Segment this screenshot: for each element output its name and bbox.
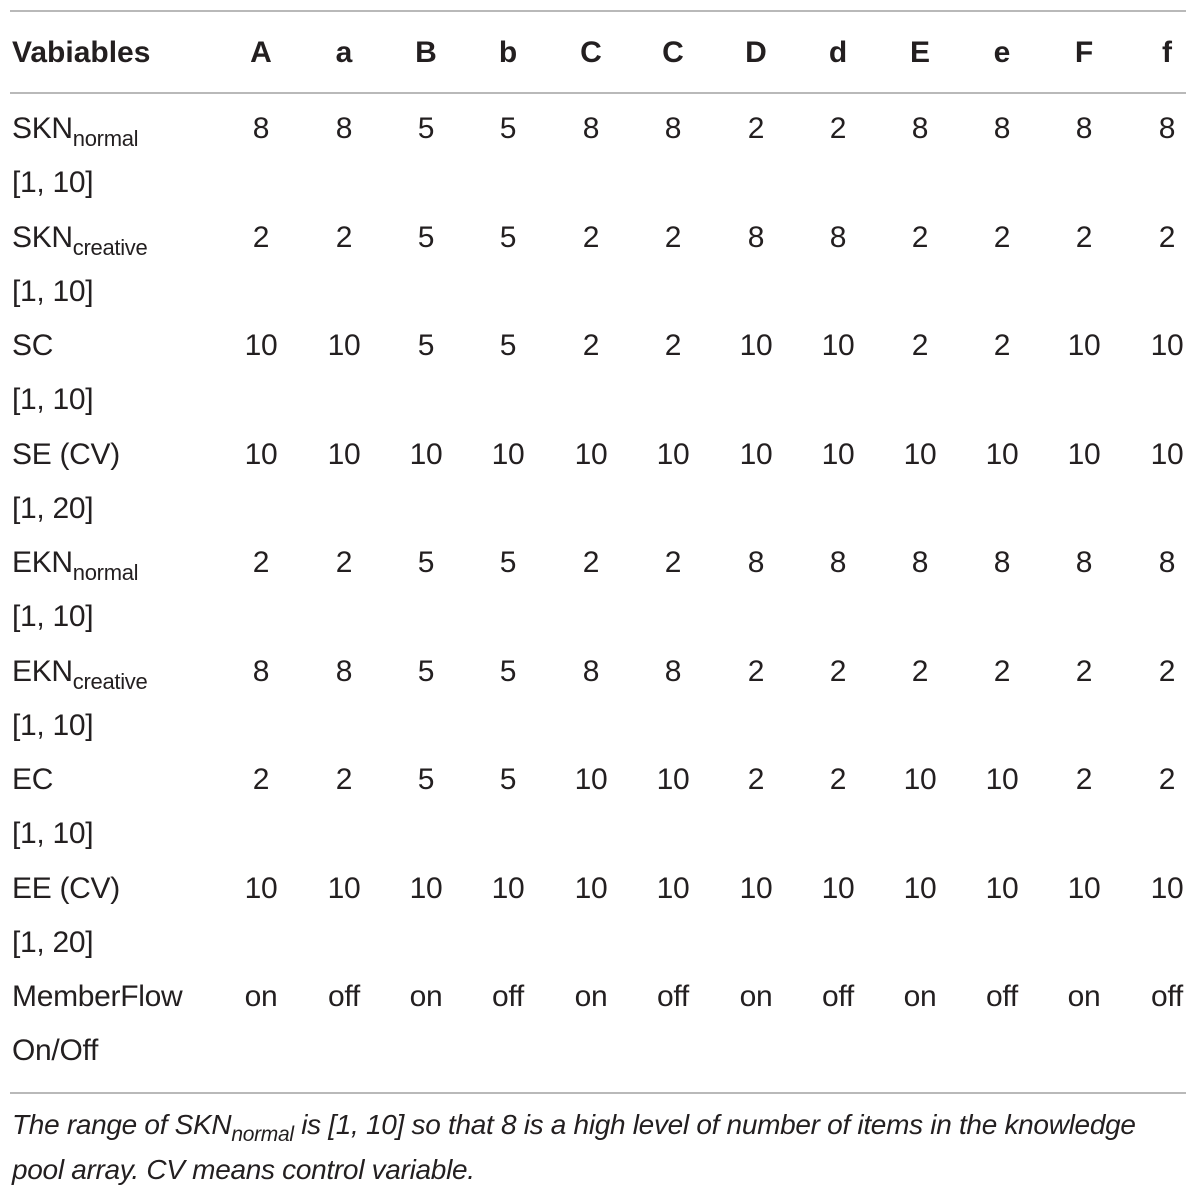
table-cell: 10 [821, 437, 855, 471]
table-row [0, 530, 1200, 638]
table-cell: 2 [747, 763, 765, 796]
row-variable-main: MemberFlow [12, 980, 183, 1013]
table-row [0, 964, 1200, 1072]
row-variable-range: [1, 10] [12, 166, 94, 199]
table-cell: off [492, 980, 524, 1013]
table-cell: 2 [582, 329, 600, 362]
row-variable-subscript: creative [72, 234, 148, 260]
table-cell: on [903, 980, 937, 1013]
table-cell: 5 [499, 220, 517, 254]
table-cell: 10 [985, 871, 1019, 905]
table-header-row [0, 22, 1200, 82]
table-cell: 10 [903, 437, 937, 471]
table-cell: 5 [499, 329, 517, 362]
table-cell: 8 [747, 546, 765, 579]
table-cell: 10 [985, 763, 1019, 796]
table-cell: on [409, 980, 443, 1013]
table-cell: 2 [252, 546, 270, 579]
table-cell: 10 [574, 437, 608, 471]
table-cell: 2 [911, 329, 929, 362]
table-cell: 10 [327, 437, 361, 471]
table-cell: 10 [1150, 437, 1184, 471]
table-cell: 5 [499, 546, 517, 579]
table-cell: 5 [499, 654, 517, 688]
row-variable-range: [1, 10] [12, 274, 94, 308]
row-variable-name [12, 872, 120, 906]
table-cell: 2 [582, 546, 600, 579]
row-variable-name [12, 763, 53, 797]
row-variable-main: SE (CV) [12, 437, 120, 471]
table-cell: 5 [499, 112, 517, 145]
table-cell: 10 [739, 329, 773, 362]
table-cell: 2 [1075, 763, 1093, 796]
table-cell: 10 [821, 329, 855, 362]
table-cell: 2 [1075, 654, 1093, 688]
table-cell: 10 [244, 437, 278, 471]
row-variable-main: EC [12, 763, 54, 796]
table-row [0, 313, 1200, 421]
table-cell: 2 [829, 763, 847, 796]
table-header-rule [10, 92, 1186, 94]
row-variable-main: SC [12, 329, 54, 362]
table-cell: 2 [335, 763, 353, 796]
row-variable-main: SKN [12, 220, 73, 254]
header-col: E [909, 36, 931, 69]
table-cell: 8 [993, 112, 1011, 145]
table-cell: 8 [252, 112, 270, 145]
header-col: C [580, 36, 602, 69]
table-cell: 2 [582, 220, 600, 254]
table-cell: 10 [656, 763, 690, 796]
table-footnote [12, 1104, 1188, 1191]
table-cell: 2 [335, 220, 353, 254]
table-cell: 2 [993, 220, 1011, 254]
table-cell: 10 [1150, 329, 1184, 362]
table-cell: on [739, 980, 773, 1013]
table-cell: 8 [993, 546, 1011, 579]
table-cell: 2 [747, 112, 765, 145]
row-variable-subscript: normal [72, 560, 139, 585]
table-cell: 10 [409, 437, 443, 471]
table-cell: 8 [664, 112, 682, 145]
table-cell: 10 [656, 871, 690, 905]
row-variable-main: SKN [12, 112, 73, 145]
table-cell: 2 [829, 654, 847, 688]
table-cell: 8 [664, 654, 682, 688]
table-cell: 10 [491, 871, 525, 905]
row-variable-main: EKN [12, 546, 73, 579]
table-cell: 2 [1158, 220, 1176, 254]
table-cell: 5 [499, 763, 517, 796]
table-cell: 8 [1075, 546, 1093, 579]
header-col: f [1162, 36, 1172, 69]
header-col: e [993, 36, 1011, 69]
row-variable-range: [1, 10] [12, 708, 94, 742]
table-cell: 8 [829, 220, 847, 254]
table-cell: 8 [1158, 112, 1176, 145]
table-cell: 10 [491, 437, 525, 471]
table-row [0, 639, 1200, 747]
table-cell: 8 [1158, 546, 1176, 579]
row-variable-name [12, 654, 148, 694]
table-cell: 2 [252, 220, 270, 254]
table-cell: on [244, 980, 278, 1013]
table-cell: 10 [656, 437, 690, 471]
row-variable-range: [1, 20] [12, 925, 94, 959]
row-variable-subscript: normal [72, 126, 139, 151]
table-cell: on [1067, 980, 1101, 1013]
header-col: b [498, 36, 518, 69]
table-cell: 5 [417, 112, 435, 145]
table-cell: 8 [1075, 112, 1093, 145]
table-cell: 10 [903, 871, 937, 905]
footnote-text-1: The range of SKN [12, 1109, 232, 1140]
table-row [0, 747, 1200, 855]
table-row [0, 205, 1200, 313]
row-variable-main: EE (CV) [12, 871, 120, 905]
table-cell: 10 [327, 871, 361, 905]
table-cell: 2 [829, 112, 847, 145]
header-col: a [335, 36, 353, 69]
row-variable-subscript: creative [72, 668, 148, 694]
row-variable-range: On/Off [12, 1034, 99, 1067]
row-variable-range: [1, 10] [12, 600, 94, 633]
row-variable-name [12, 546, 139, 585]
table-cell: 10 [574, 763, 608, 796]
table-cell: 10 [821, 871, 855, 905]
table-cell: off [986, 980, 1018, 1013]
table-cell: 10 [327, 329, 361, 362]
table-cell: off [822, 980, 854, 1013]
row-variable-main: EKN [12, 654, 73, 688]
table-cell: on [574, 980, 608, 1013]
table-cell: 2 [911, 654, 929, 688]
table-cell: 2 [664, 546, 682, 579]
table-cell: 10 [739, 871, 773, 905]
table-row [0, 422, 1200, 530]
footnote-subscript: normal [231, 1123, 294, 1146]
row-variable-name [12, 980, 182, 1014]
table-cell: 5 [417, 654, 435, 688]
table-cell: 8 [582, 112, 600, 145]
table-cell: 10 [1067, 329, 1101, 362]
table-cell: 5 [417, 546, 435, 579]
row-variable-range: [1, 10] [12, 383, 94, 416]
table-cell: 2 [747, 654, 765, 688]
table-cell: 10 [1150, 871, 1184, 905]
table-cell: 10 [739, 437, 773, 471]
table-cell: off [328, 980, 360, 1013]
header-col: d [828, 36, 848, 69]
table-cell: 10 [244, 329, 278, 362]
table-cell: 10 [574, 871, 608, 905]
row-variable-name [12, 112, 139, 151]
table-cell: 8 [911, 546, 929, 579]
row-variable-name [12, 329, 53, 363]
table-cell: 10 [1067, 437, 1101, 471]
table-cell: off [1151, 980, 1183, 1013]
table-cell: 2 [252, 763, 270, 796]
header-col: C [662, 36, 684, 69]
table-cell: 5 [417, 763, 435, 796]
table-cell: 10 [409, 871, 443, 905]
table-bottom-rule [10, 1092, 1186, 1094]
table-cell: off [657, 980, 689, 1013]
table-cell: 8 [582, 654, 600, 688]
table-cell: 2 [1158, 763, 1176, 796]
table-top-rule [10, 10, 1186, 12]
table-cell: 8 [252, 654, 270, 688]
footnote-text-2: is [1, 10] so that 8 is a high level of number of items in the knowledge pool array. CV means control variable. [12, 1109, 1136, 1185]
table-cell: 2 [993, 654, 1011, 688]
table-cell: 10 [244, 871, 278, 905]
header-col: D [745, 36, 767, 69]
header-col: B [415, 36, 437, 69]
table-cell: 2 [993, 329, 1011, 362]
table-cell: 2 [1158, 654, 1176, 688]
table-cell: 2 [335, 546, 353, 579]
table-cell: 10 [903, 763, 937, 796]
table-cell: 2 [664, 329, 682, 362]
table-cell: 8 [335, 654, 353, 688]
table-cell: 2 [664, 220, 682, 254]
table-row [0, 856, 1200, 964]
row-variable-range: [1, 20] [12, 491, 94, 525]
table-cell: 10 [1067, 871, 1101, 905]
row-variable-range: [1, 10] [12, 817, 94, 850]
table-cell: 8 [747, 220, 765, 254]
table-cell: 2 [911, 220, 929, 254]
header-col: F [1074, 36, 1094, 69]
row-variable-name [12, 438, 120, 472]
header-col: A [250, 36, 272, 69]
table-cell: 8 [335, 112, 353, 145]
table-row [0, 96, 1200, 204]
table-cell: 8 [911, 112, 929, 145]
table-cell: 5 [417, 220, 435, 254]
table-cell: 5 [417, 329, 435, 362]
table-cell: 2 [1075, 220, 1093, 254]
table-cell: 10 [985, 437, 1019, 471]
header-variables: Vabiables [12, 36, 151, 69]
table-cell: 8 [829, 546, 847, 579]
row-variable-name [12, 220, 148, 260]
